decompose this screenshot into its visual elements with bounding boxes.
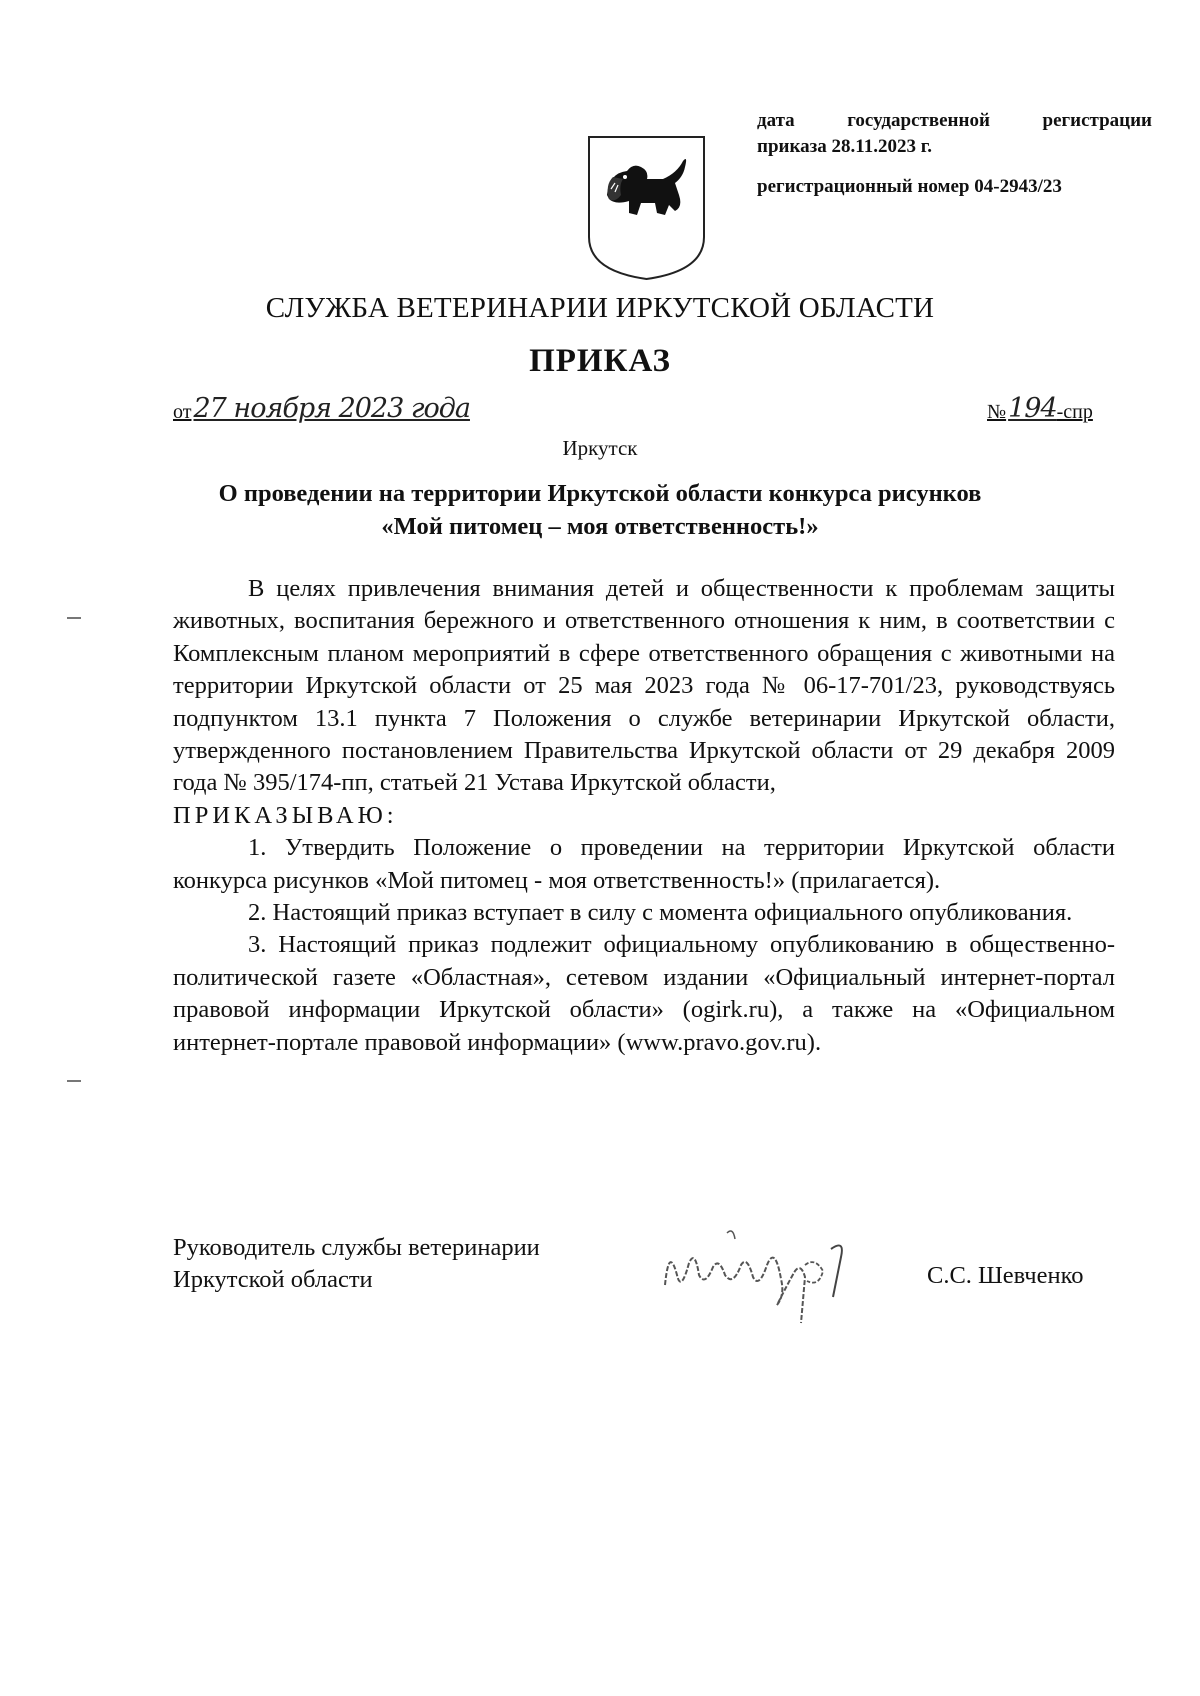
registration-number: регистрационный номер 04-2943/23	[757, 176, 1062, 197]
subject-line-2: «Мой питомец – моя ответственность!»	[381, 513, 819, 540]
subject-line-1: О проведении на территории Иркутской области конкурса рисунков	[218, 480, 982, 507]
order-item: 3. Настоящий приказ подлежит официальному опубликованию в общественно-политической газете «Областная», сетевом издании «Официальный интернет-портал правовой информации Иркутской области» (ogirk.ru), а также на «Официальном интернет-портале правовой информации» (www.pravo.gov.ru).	[173, 931, 1115, 1056]
margin-mark	[67, 617, 81, 619]
order-item: 1. Утвердить Положение о проведении на территории Иркутской области конкурса рисунков «Мой питомец - моя ответственность!» (прилагается).	[173, 834, 1115, 894]
handwritten-number: 194	[1008, 393, 1057, 424]
margin-mark	[67, 1080, 81, 1082]
order-item: 2. Настоящий приказ вступает в силу с момента официального опубликования.	[248, 899, 1073, 927]
number-suffix: -спр	[1056, 401, 1093, 423]
agency-name: СЛУЖБА ВЕТЕРИНАРИИ ИРКУТСКОЙ ОБЛАСТИ	[265, 292, 935, 324]
signatory-title: Руководитель службы ветеринарии Иркутской области	[173, 1234, 540, 1293]
number-prefix: №	[987, 401, 1007, 423]
date-prefix: от	[173, 401, 192, 423]
preamble-paragraph: В целях привлечения внимания детей и общественности к проблемам защиты животных, воспитания бережного и ответственного отношения к ним, в соответствии с Комплексным планом мероприятий в сфере ответственного обращения с животными на территории Иркутской области от 25 мая 2023 года № 06-17-701/23, руководствуясь подпунктом 13.1 пункта 7 Положения о службе ветеринарии Иркутской области, утвержденного постановлением Правительства Иркутской области от 29 декабря 2009 года № 395/174-пп, статьей 21 Устава Иркутской области,	[173, 575, 1115, 797]
order-body	[173, 573, 1115, 1059]
irkutsk-coat-of-arms-icon	[585, 133, 708, 282]
registration-line-1: дата государственной регистрации	[757, 110, 1152, 131]
document-title: ПРИКАЗ	[529, 343, 671, 379]
registration-date: приказа 28.11.2023 г.	[757, 136, 932, 157]
order-number	[987, 393, 1093, 424]
signatory-name: С.С. Шевченко	[927, 1262, 1084, 1289]
city: Иркутск	[562, 436, 638, 460]
registration-block	[757, 108, 1152, 200]
handwritten-signature	[655, 1205, 895, 1335]
handwritten-date: 27 ноября 2023 года	[193, 393, 470, 424]
order-date	[173, 393, 470, 424]
order-subject	[150, 477, 1050, 543]
order-word: ПРИКАЗЫВАЮ:	[173, 801, 398, 829]
